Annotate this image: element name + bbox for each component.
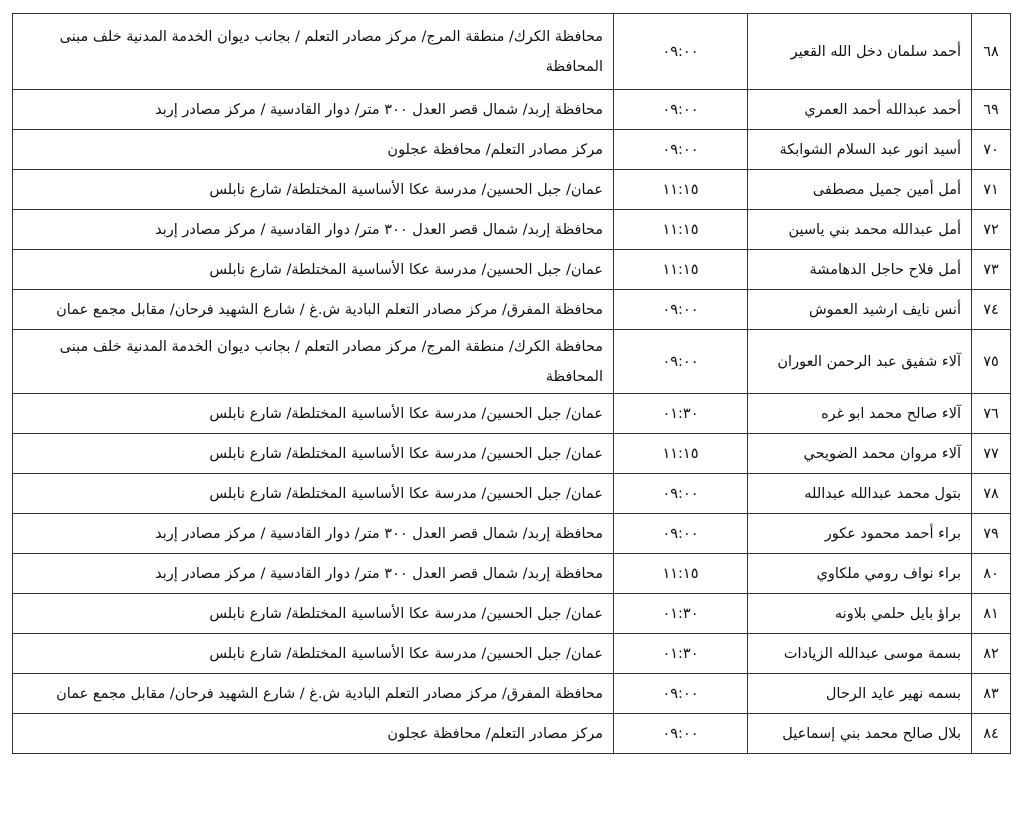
session-time: ٠٩:٠٠ <box>614 514 748 554</box>
exam-location: محافظة المفرق/ مركز مصادر التعلم البادية ش.غ / شارع الشهيد فرحان/ مقابل مجمع عمان <box>13 674 614 714</box>
candidate-name: أحمد سلمان دخل الله القعير <box>748 14 972 90</box>
row-number: ٨٠ <box>972 554 1011 594</box>
candidate-name: بسمه نهير عايد الرحال <box>748 674 972 714</box>
table-row <box>13 290 1011 330</box>
table-row <box>13 554 1011 594</box>
table-row <box>13 634 1011 674</box>
table-row <box>13 714 1011 754</box>
candidate-name: بتول محمد عبدالله عبدالله <box>748 474 972 514</box>
candidate-name: بسمة موسى عبدالله الزيادات <box>748 634 972 674</box>
row-number: ٨٤ <box>972 714 1011 754</box>
row-number: ٦٨ <box>972 14 1011 90</box>
session-time: ١١:١٥ <box>614 170 748 210</box>
session-time: ٠١:٣٠ <box>614 394 748 434</box>
exam-location: محافظة إربد/ شمال قصر العدل ٣٠٠ متر/ دوار القادسية / مركز مصادر إربد <box>13 90 614 130</box>
table-row <box>13 674 1011 714</box>
exam-location: عمان/ جبل الحسين/ مدرسة عكا الأساسية المختلطة/ شارع نابلس <box>13 474 614 514</box>
exam-location: عمان/ جبل الحسين/ مدرسة عكا الأساسية المختلطة/ شارع نابلس <box>13 394 614 434</box>
schedule-table-body <box>13 14 1011 754</box>
exam-location: محافظة إربد/ شمال قصر العدل ٣٠٠ متر/ دوار القادسية / مركز مصادر إربد <box>13 210 614 250</box>
table-row <box>13 474 1011 514</box>
candidate-name: آلاء شفيق عبد الرحمن العوران <box>748 330 972 394</box>
row-number: ٨١ <box>972 594 1011 634</box>
session-time: ٠٩:٠٠ <box>614 90 748 130</box>
table-row <box>13 170 1011 210</box>
session-time: ٠٩:٠٠ <box>614 674 748 714</box>
row-number: ٧٦ <box>972 394 1011 434</box>
document-page <box>12 13 1011 754</box>
candidate-name: أمل عبدالله محمد بني ياسين <box>748 210 972 250</box>
schedule-table <box>12 13 1011 754</box>
candidate-name: براء نواف رومي ملكاوي <box>748 554 972 594</box>
row-number: ٧٧ <box>972 434 1011 474</box>
session-time: ١١:١٥ <box>614 210 748 250</box>
exam-location: عمان/ جبل الحسين/ مدرسة عكا الأساسية المختلطة/ شارع نابلس <box>13 634 614 674</box>
candidate-name: أنس نايف ارشيد العموش <box>748 290 972 330</box>
session-time: ٠٩:٠٠ <box>614 130 748 170</box>
row-number: ٧٩ <box>972 514 1011 554</box>
exam-location: محافظة إربد/ شمال قصر العدل ٣٠٠ متر/ دوار القادسية / مركز مصادر إربد <box>13 554 614 594</box>
table-row <box>13 210 1011 250</box>
exam-location: محافظة إربد/ شمال قصر العدل ٣٠٠ متر/ دوار القادسية / مركز مصادر إربد <box>13 514 614 554</box>
row-number: ٧٤ <box>972 290 1011 330</box>
row-number: ٧٨ <box>972 474 1011 514</box>
candidate-name: براؤ بايل حلمي بلاونه <box>748 594 972 634</box>
table-row <box>13 250 1011 290</box>
session-time: ١١:١٥ <box>614 434 748 474</box>
session-time: ١١:١٥ <box>614 554 748 594</box>
session-time: ٠٩:٠٠ <box>614 474 748 514</box>
row-number: ٧١ <box>972 170 1011 210</box>
exam-location: عمان/ جبل الحسين/ مدرسة عكا الأساسية المختلطة/ شارع نابلس <box>13 250 614 290</box>
exam-location: عمان/ جبل الحسين/ مدرسة عكا الأساسية المختلطة/ شارع نابلس <box>13 434 614 474</box>
exam-location: محافظة الكرك/ منطقة المرج/ مركز مصادر التعلم / بجانب ديوان الخدمة المدنية خلف مبنى المحافظة <box>13 330 614 394</box>
table-row <box>13 434 1011 474</box>
candidate-name: آلاء مروان محمد الضويحي <box>748 434 972 474</box>
table-row <box>13 130 1011 170</box>
exam-location: مركز مصادر التعلم/ محافظة عجلون <box>13 714 614 754</box>
candidate-name: أسيد انور عبد السلام الشوابكة <box>748 130 972 170</box>
row-number: ٦٩ <box>972 90 1011 130</box>
exam-location: مركز مصادر التعلم/ محافظة عجلون <box>13 130 614 170</box>
exam-location: محافظة المفرق/ مركز مصادر التعلم البادية ش.غ / شارع الشهيد فرحان/ مقابل مجمع عمان <box>13 290 614 330</box>
session-time: ٠٩:٠٠ <box>614 330 748 394</box>
candidate-name: آلاء صالح محمد ابو غره <box>748 394 972 434</box>
row-number: ٧٣ <box>972 250 1011 290</box>
candidate-name: بلال صالح محمد بني إسماعيل <box>748 714 972 754</box>
candidate-name: براء أحمد محمود عكور <box>748 514 972 554</box>
candidate-name: أمل فلاح حاجل الدهامشة <box>748 250 972 290</box>
session-time: ٠٩:٠٠ <box>614 14 748 90</box>
table-row <box>13 14 1011 90</box>
row-number: ٧٢ <box>972 210 1011 250</box>
session-time: ٠١:٣٠ <box>614 594 748 634</box>
candidate-name: أحمد عبدالله أحمد العمري <box>748 90 972 130</box>
session-time: ١١:١٥ <box>614 250 748 290</box>
session-time: ٠١:٣٠ <box>614 634 748 674</box>
session-time: ٠٩:٠٠ <box>614 714 748 754</box>
exam-location: عمان/ جبل الحسين/ مدرسة عكا الأساسية المختلطة/ شارع نابلس <box>13 170 614 210</box>
exam-location: محافظة الكرك/ منطقة المرج/ مركز مصادر التعلم / بجانب ديوان الخدمة المدنية خلف مبنى المحافظة <box>13 14 614 90</box>
session-time: ٠٩:٠٠ <box>614 290 748 330</box>
row-number: ٧٥ <box>972 330 1011 394</box>
table-row <box>13 90 1011 130</box>
table-row <box>13 330 1011 394</box>
exam-location: عمان/ جبل الحسين/ مدرسة عكا الأساسية المختلطة/ شارع نابلس <box>13 594 614 634</box>
row-number: ٨٣ <box>972 674 1011 714</box>
candidate-name: أمل أمين جميل مصطفى <box>748 170 972 210</box>
table-row <box>13 514 1011 554</box>
table-row <box>13 394 1011 434</box>
row-number: ٨٢ <box>972 634 1011 674</box>
table-row <box>13 594 1011 634</box>
row-number: ٧٠ <box>972 130 1011 170</box>
